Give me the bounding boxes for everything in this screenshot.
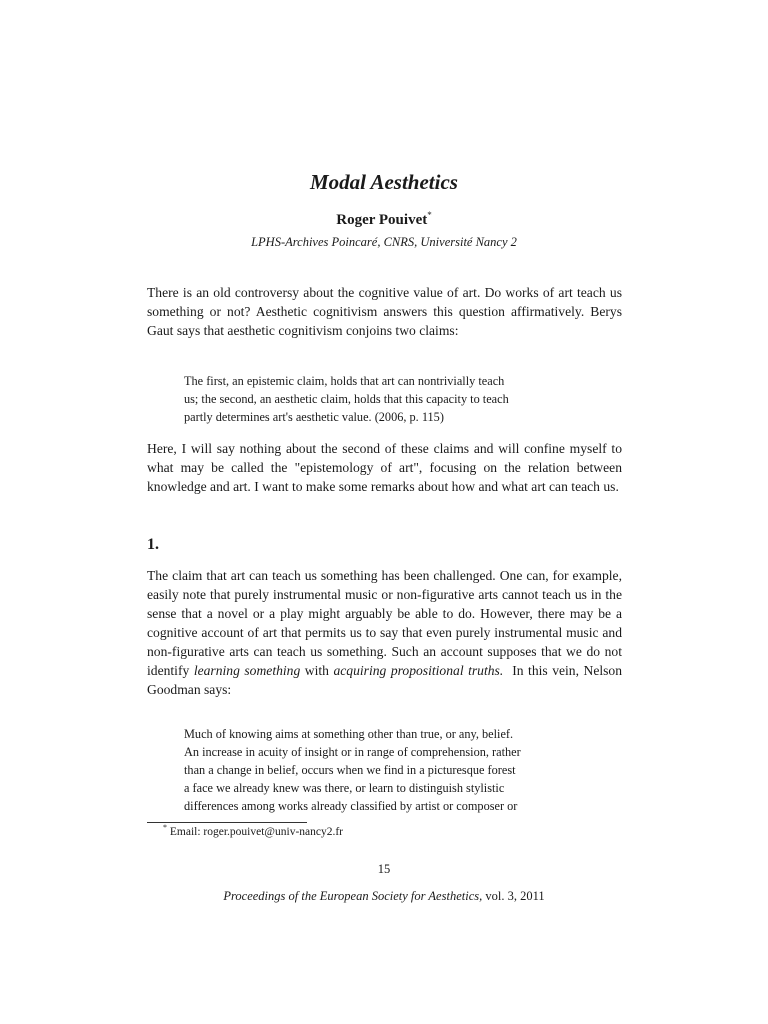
journal-footer bbox=[0, 889, 768, 904]
paragraph-3-text: with bbox=[304, 663, 329, 678]
author-name: Roger Pouivet bbox=[336, 212, 428, 228]
journal-name: Proceedings of the European Society for Aesthetics, bbox=[223, 889, 483, 903]
emphasis-learning-something: learning something bbox=[193, 663, 301, 678]
block-quote-goodman bbox=[184, 725, 587, 815]
paragraph-3-text: In this vein, Nelson Goodman says: bbox=[147, 663, 623, 697]
quote-line: partly determines art's aesthetic value. (2006, p. 115) bbox=[184, 410, 444, 424]
paragraph-3-text: The claim that art can teach us something has been challenged. One can, for example, easily note that purely instrumental music or non-figurative arts cannot teach us in the sense that a novel or a play might arguably be able to do. However, there may be a cognitive account of art that permits us to say that even purely instrumental music and non-figurative arts can teach us something. Such an account supposes that we do not identify bbox=[147, 568, 622, 678]
article-title: Modal Aesthetics bbox=[310, 170, 458, 194]
author-line bbox=[0, 212, 768, 229]
quote-line: a face we already knew was there, or learn to distinguish stylistic bbox=[184, 781, 505, 795]
quote-line: The first, an epistemic claim, holds that art can nontrivially teach bbox=[184, 374, 505, 388]
author-footnote-marker: * bbox=[427, 210, 432, 220]
footnote-marker: * bbox=[163, 823, 167, 833]
page-number: 15 bbox=[377, 862, 391, 876]
block-quote-gaut bbox=[184, 372, 587, 426]
quote-line: differences among works already classified by artist or composer or bbox=[184, 799, 518, 813]
author-affiliation: LPHS-Archives Poincaré, CNRS, Université Nancy 2 bbox=[251, 235, 517, 249]
quote-line: Much of knowing aims at something other than true, or any, belief. bbox=[184, 727, 514, 741]
quote-line: An increase in acuity of insight or in range of comprehension, rather bbox=[184, 745, 521, 759]
journal-volume: vol. 3, 2011 bbox=[485, 889, 545, 903]
paragraph-3 bbox=[147, 566, 622, 699]
footnote-rule bbox=[147, 822, 307, 823]
emphasis-acquiring-propositional-truths: acquiring propositional truths. bbox=[333, 663, 504, 678]
footnote bbox=[163, 823, 344, 838]
paragraph-2: Here, I will say nothing about the second of these claims and will confine myself to what may be called the "epistemology of art", focusing on the relation between knowledge and art. I want to make some remarks about how and what art can teach us. bbox=[147, 441, 622, 494]
quote-line: us; the second, an aesthetic claim, holds that this capacity to teach bbox=[184, 392, 509, 406]
footnote-email: Email: roger.pouivet@univ-nancy2.fr bbox=[169, 826, 344, 838]
quote-line: than a change in belief, occurs when we find in a picturesque forest bbox=[184, 763, 516, 777]
intro-paragraph: There is an old controversy about the cognitive value of art. Do works of art teach us something or not? Aesthetic cognitivism answers this question affirmatively. Berys Gaut says that aesthetic cognitivism conjoins two claims: bbox=[147, 285, 622, 338]
section-heading: 1. bbox=[147, 536, 159, 553]
